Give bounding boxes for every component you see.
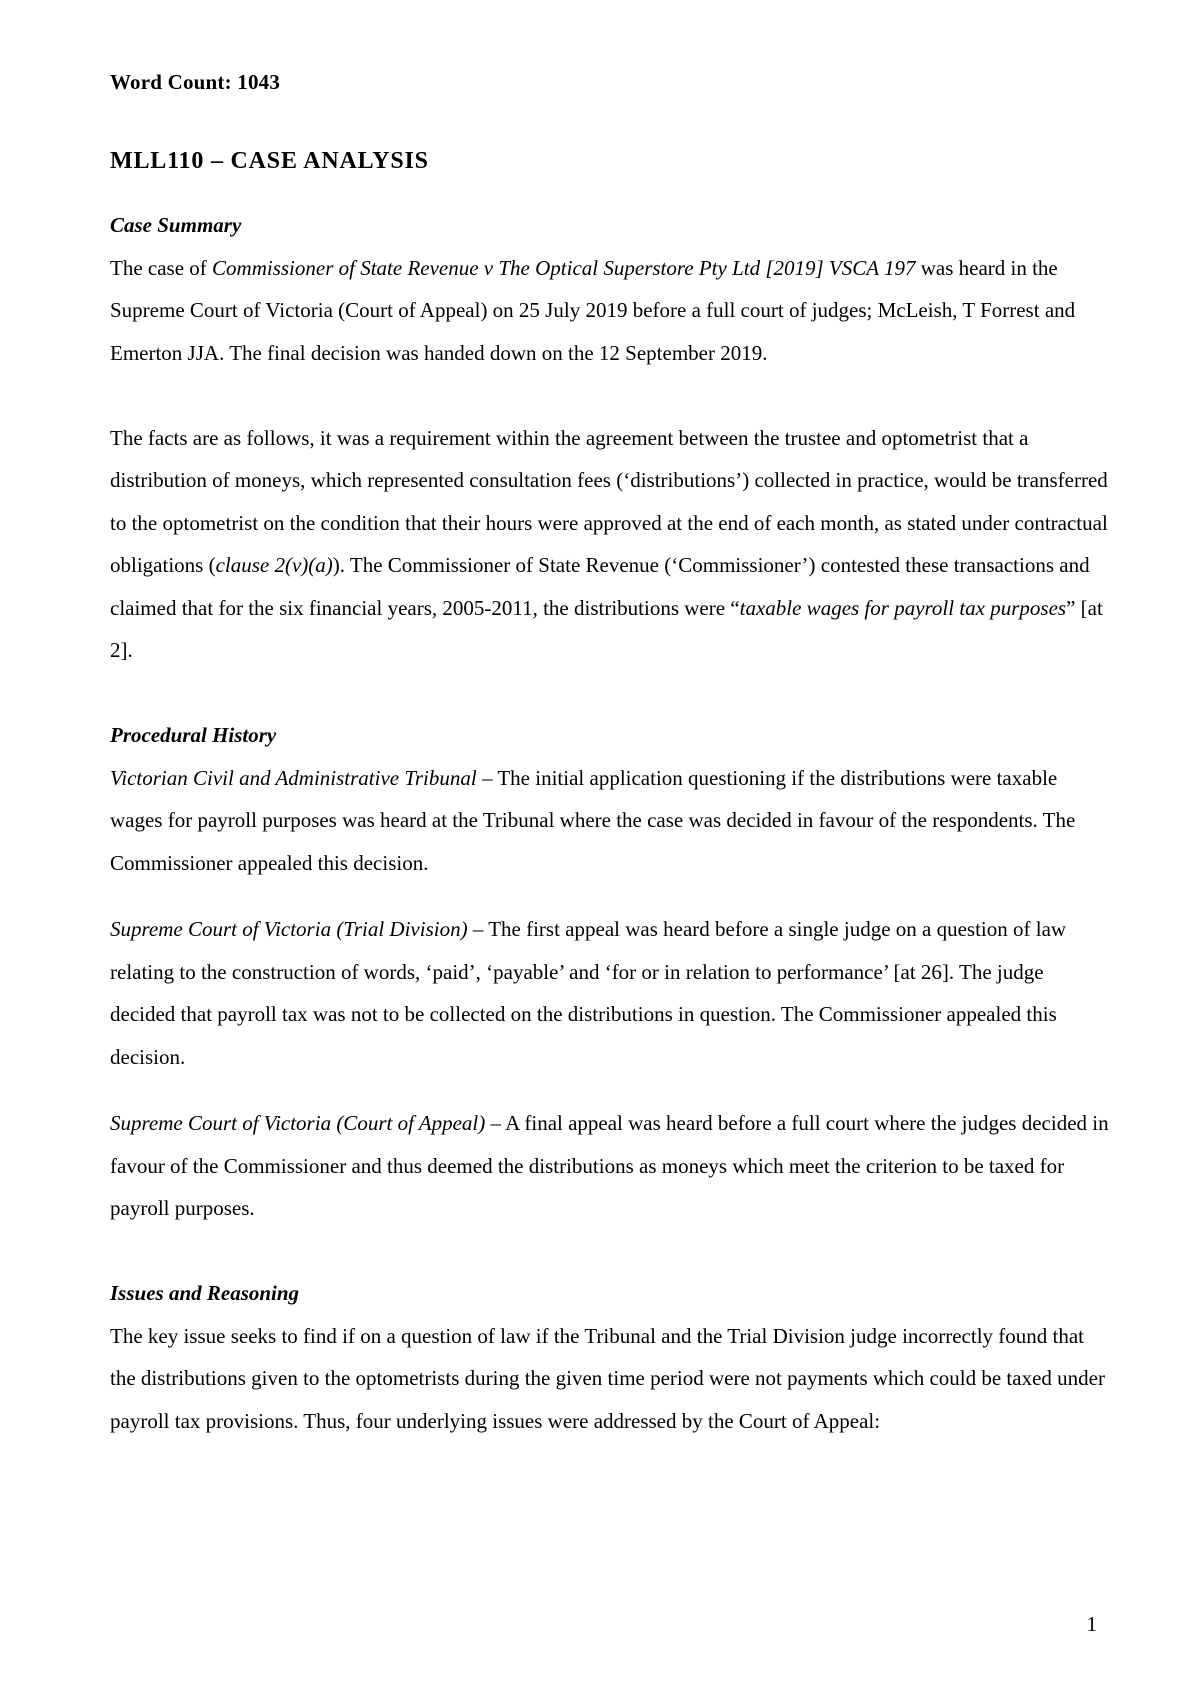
- paragraph-gap: [110, 884, 1110, 908]
- paragraph-gap: [110, 1078, 1110, 1102]
- clause-reference: clause 2(v)(a): [215, 553, 333, 577]
- facts-text: ” [at 2].: [110, 595, 1103, 662]
- court-name-trial-division: Supreme Court of Victoria (Trial Division): [110, 917, 468, 941]
- facts-text: ). The Commissioner of State Revenue (‘Commissioner’) contested these transactions and claimed that for the six financial years, 2005-2011, the distributions were “: [110, 553, 1090, 620]
- procedural-text: – The initial application questioning if the distributions were taxable wages for payroll purposes was heard at the Tribunal where the case was decided in favour of the respondents. The Commissioner appealed this decision.: [110, 765, 1076, 875]
- heading-case-summary: Case Summary: [110, 213, 242, 237]
- issues-paragraph-1: The key issue seeks to find if on a question of law if the Tribunal and the Trial Division judge incorrectly found that the distributions given to the optometrists during the given time period were not payments which could be taxed under payroll tax provisions. Thus, four underlying issues were addressed by the Court of Appeal:: [110, 1323, 1105, 1433]
- facts-text: The facts are as follows, it was a requirement within the agreement between the trustee and optometrist that a distribution of moneys, which represented consultation fees (‘distributions’) collected in practice, would be transferred to the optometrist on the condition that their hours were approved at the end of each month, as stated under contractual obligations (: [110, 425, 1108, 577]
- paragraph-gap: [110, 672, 1110, 715]
- heading-procedural-history: Procedural History: [110, 723, 277, 747]
- procedural-trial-division: [110, 908, 1110, 1078]
- procedural-text: – The first appeal was heard before a single judge on a question of law relating to the construction of words, ‘paid’, ‘payable’ and ‘for or in relation to performance’ [at 26]. The judge decided that payroll tax was not to be collected on the distributions in question. The Commissioner appealed this decision.: [110, 917, 1067, 1069]
- case-citation: Commissioner of State Revenue v The Optical Superstore Pty Ltd [2019] VSCA 197: [212, 255, 916, 280]
- word-count: Word Count: 1043: [110, 70, 281, 94]
- page-number: 1: [1086, 1612, 1097, 1636]
- paragraph-gap: [110, 374, 1110, 417]
- heading-issues-and-reasoning: Issues and Reasoning: [110, 1281, 300, 1305]
- case-summary-text: was heard in the Supreme Court of Victoria (Court of Appeal) on 25 July 2019 before a full court of judges; McLeish, T Forrest and Emerton JJA. The final decision was handed down on the 12 September 2019.: [110, 255, 1076, 365]
- court-name-vcat: Victorian Civil and Administrative Tribunal: [110, 765, 477, 790]
- quoted-claim: taxable wages for payroll tax purposes: [739, 595, 1067, 620]
- document-title: MLL110 – CASE ANALYSIS: [110, 148, 429, 174]
- case-summary-text: The case of: [110, 255, 213, 280]
- paragraph-gap: [110, 1230, 1110, 1273]
- procedural-vcat: [110, 757, 1110, 885]
- document-body: [110, 204, 1110, 1442]
- case-summary-paragraph-2: [110, 417, 1110, 672]
- case-summary-paragraph-1: [110, 247, 1110, 375]
- court-name-court-of-appeal: Supreme Court of Victoria (Court of Appeal): [110, 1111, 486, 1135]
- procedural-text: – A final appeal was heard before a full court where the judges decided in favour of the Commissioner and thus deemed the distributions as moneys which meet the criterion to be taxed for payroll purposes.: [110, 1111, 1109, 1220]
- procedural-court-of-appeal: [110, 1102, 1110, 1230]
